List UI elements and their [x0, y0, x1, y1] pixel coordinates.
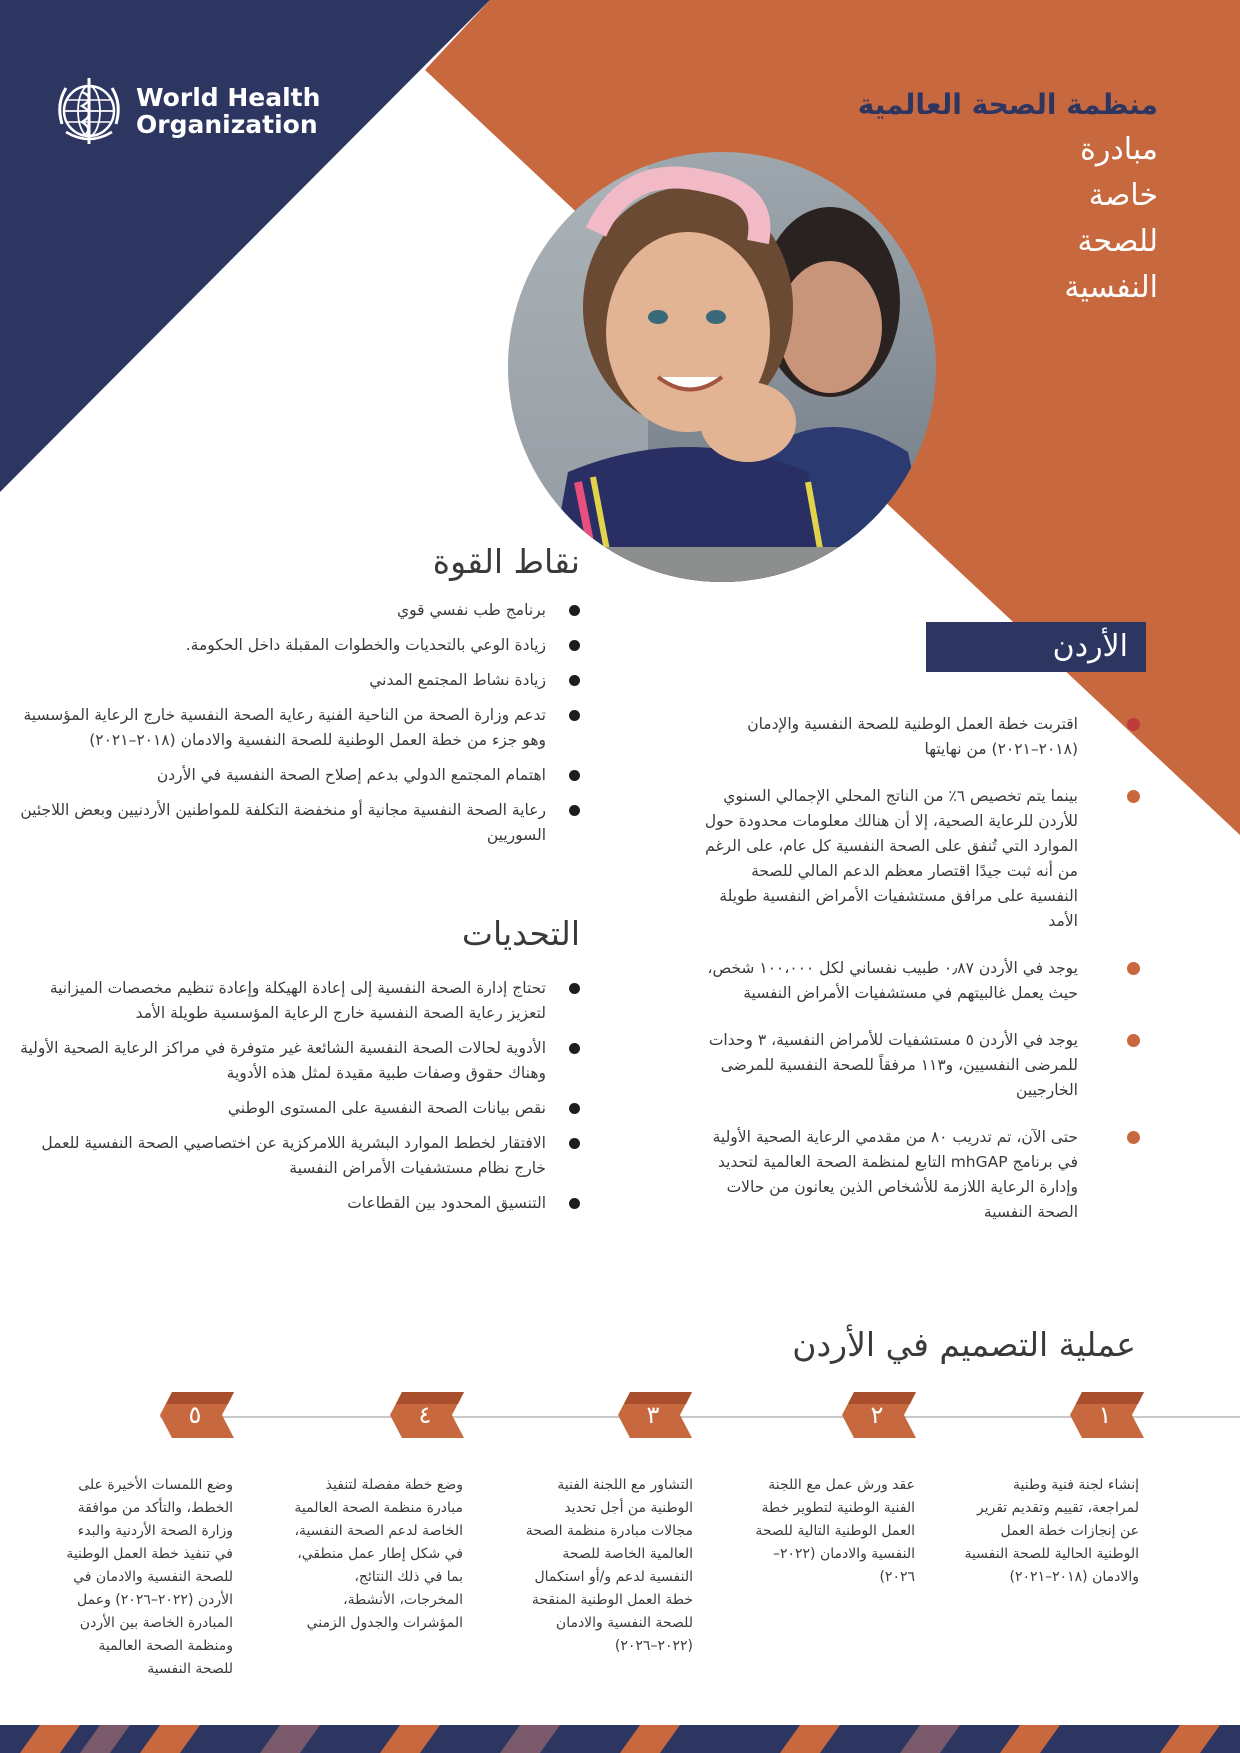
list-item	[20, 976, 580, 1026]
list-item	[20, 1131, 580, 1181]
initiative-line: للصحة	[1077, 224, 1158, 259]
list-item	[702, 956, 1112, 1006]
step-number: ٥	[188, 1401, 202, 1429]
bullet-icon	[569, 1103, 580, 1114]
list-item	[20, 1191, 580, 1216]
list-item	[20, 633, 580, 658]
jordan-title: الأردن	[1052, 629, 1128, 664]
bullet-icon	[569, 605, 580, 616]
step-description: عقد ورش عمل مع اللجنة الفنية الوطنية لتطوير خطة العمل الوطنية التالية للصحة النفسية والادمان (٢٠٢٢–٢٠٢٦)	[755, 1477, 915, 1585]
step-number: ١	[1098, 1401, 1112, 1429]
bullet-icon	[569, 1138, 580, 1149]
children-photo	[508, 152, 936, 582]
bullet-icon	[569, 710, 580, 721]
initiative-line: مبادرة	[1080, 132, 1158, 167]
list-item-text: تحتاج إدارة الصحة النفسية إلى إعادة الهيكلة وإعادة تنظيم مخصصات الميزانية لتعزيز رعاية الصحة النفسية خارج الرعاية المؤسسية طويلة الأمد	[49, 979, 546, 1022]
bullet-icon	[569, 805, 580, 816]
list-item	[702, 1028, 1112, 1103]
list-item-text: التنسيق المحدود بين القطاعات	[347, 1194, 546, 1212]
step-badge	[160, 1392, 234, 1442]
who-emblem-icon	[52, 74, 126, 148]
list-item-text: تدعم وزارة الصحة من الناحية الفنية رعاية الصحة النفسية خارج الرعاية المؤسسية وهو جزء من خطة العمل الوطنية للصحة النفسية والادمان (٢٠١٨–٢٠٢١)	[23, 706, 546, 749]
list-item	[20, 668, 580, 693]
jordan-list	[702, 712, 1112, 1247]
step-badge	[618, 1392, 692, 1442]
list-item	[20, 1096, 580, 1121]
list-item-text: زيادة الوعي بالتحديات والخطوات المقبلة داخل الحكومة.	[185, 636, 546, 654]
step-number: ٤	[418, 1401, 432, 1429]
bullet-icon	[1127, 1034, 1140, 1047]
step-number: ٢	[870, 1401, 884, 1429]
bullet-icon	[569, 675, 580, 686]
list-item-text: اهتمام المجتمع الدولي بدعم إصلاح الصحة النفسية في الأردن	[156, 766, 546, 784]
initiative-line: خاصة	[1088, 178, 1158, 213]
step-description: التشاور مع اللجنة الفنية الوطنية من أجل تحديد مجالات مبادرة منظمة الصحة العالمية الخاصة للصحة النفسية لدعم و/أو استكمال خطة العمل الوطنية المنقحة للصحة النفسية والادمان (٢٠٢٢–٢٠٢٦)	[525, 1477, 693, 1654]
list-item	[20, 598, 580, 623]
bullet-icon	[569, 1043, 580, 1054]
list-item	[702, 784, 1112, 934]
list-item-text: الافتقار لخطط الموارد البشرية اللامركزية عن اختصاصيي الصحة النفسية للعمل خارج نظام مستشفيات الأمراض النفسية	[41, 1134, 546, 1177]
list-item-text: بينما يتم تخصيص ٦٪ من الناتج المحلي الإجمالي السنوي للأردن للرعاية الصحية، إلا أن هنالك معلومات محدودة حول الموارد التي تُنفق على الصحة النفسية كل عام، على الرغم من أنه ثبت جيدًا اقتصار معظم الدعم المالي للصحة النفسية على مرافق مستشفيات الأمراض النفسية طويلة الأمد	[704, 787, 1078, 930]
list-item	[20, 1036, 580, 1086]
list-item	[20, 763, 580, 788]
step-description: وضع خطة مفصلة لتنفيذ مبادرة منظمة الصحة العالمية الخاصة لدعم الصحة النفسية، في شكل إطار عمل منطقي، بما في ذلك النتائج، المخرجات، الأنشطة، المؤشرات والجدول الزمني	[294, 1477, 463, 1631]
step-badge	[390, 1392, 464, 1442]
process-title: عملية التصميم في الأردن	[792, 1325, 1136, 1364]
list-item	[20, 703, 580, 753]
list-item-text: نقص بيانات الصحة النفسية على المستوى الوطني	[227, 1099, 546, 1117]
logo-line-2: Organization	[136, 110, 318, 139]
strengths-list	[20, 598, 580, 858]
bullet-icon	[569, 640, 580, 651]
bullet-icon	[1127, 1131, 1140, 1144]
step-description: إنشاء لجنة فنية وطنية لمراجعة، تقييم وتقديم تقرير عن إنجازات خطة العمل الوطنية الحالية للصحة النفسية والادمان (٢٠١٨–٢٠٢١)	[964, 1477, 1139, 1585]
challenges-title: التحديات	[461, 914, 580, 953]
list-item-text: رعاية الصحة النفسية مجانية أو منخفضة التكلفة للمواطنين الأردنيين وبعض اللاجئين السوريين	[20, 801, 546, 844]
org-name: منظمة الصحة العالمية	[857, 88, 1158, 121]
list-item-text: يوجد في الأردن ٠٫٨٧ طبيب نفساني لكل ١٠٠،٠٠٠ شخص، حيث يعمل غالبيتهم في مستشفيات الأمراض النفسية	[707, 959, 1078, 1002]
challenges-list	[20, 976, 580, 1226]
initiative-line: النفسية	[1064, 270, 1158, 305]
list-item	[702, 712, 1112, 762]
list-item-text: يوجد في الأردن ٥ مستشفيات للأمراض النفسية، ٣ وحدات للمرضى النفسيين، و١١٣ مرفقاً للصحة النفسية للمرضى الخارجيين	[708, 1031, 1078, 1099]
bullet-icon	[1127, 790, 1140, 803]
bullet-icon	[569, 983, 580, 994]
who-logo	[52, 74, 320, 148]
list-item-text: برنامج طب نفسي قوي	[397, 601, 546, 619]
bottom-stripe-band	[0, 1725, 1240, 1753]
list-item-text: الأدوية لحالات الصحة النفسية الشائعة غير متوفرة في مراكز الرعاية الصحية الأولية وهناك حقوق وصفات طبية مقيدة لمثل هذه الأدوية	[20, 1039, 546, 1082]
list-item-text: زيادة نشاط المجتمع المدني	[369, 671, 546, 689]
bullet-icon	[1127, 718, 1140, 731]
bullet-icon	[569, 770, 580, 781]
logo-line-1: World Health	[136, 83, 321, 112]
strengths-title: نقاط القوة	[432, 542, 580, 581]
step-number: ٣	[646, 1401, 660, 1429]
list-item-text: اقتربت خطة العمل الوطنية للصحة النفسية والإدمان (٢٠١٨–٢٠٢١) من نهايتها	[747, 715, 1078, 758]
list-item	[20, 798, 580, 848]
list-item	[702, 1125, 1112, 1225]
jordan-heading-bar	[926, 622, 1146, 672]
step-badge	[1070, 1392, 1144, 1442]
list-item-text: حتى الآن، تم تدريب ٨٠ من مقدمي الرعاية الصحية الأولية في برنامج mhGAP التابع لمنظمة الصحة العالمية لتحديد وإدارة الرعاية اللازمة للأشخاص الذين يعانون من حالات الصحة النفسية	[712, 1128, 1078, 1221]
step-description: وضع اللمسات الأخيرة على الخطط، والتأكد من موافقة وزارة الصحة الأردنية والبدء في تنفيذ خطة العمل الوطنية للصحة النفسية والادمان في الأردن (٢٠٢٢–٢٠٢٦) وعمل المبادرة الخاصة بين الأردن ومنظمة الصحة العالمية للصحة النفسية	[66, 1477, 233, 1677]
bullet-icon	[1127, 962, 1140, 975]
bullet-icon	[569, 1198, 580, 1209]
step-badge	[842, 1392, 916, 1442]
